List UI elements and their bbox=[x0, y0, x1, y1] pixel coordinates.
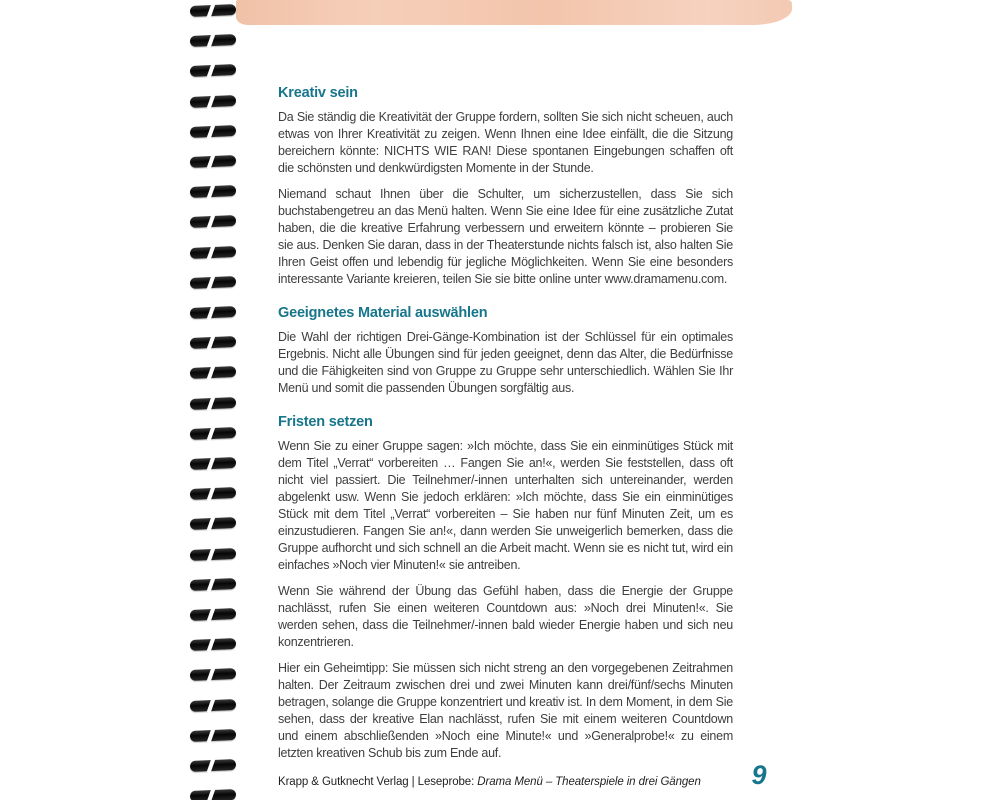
spiral-coil bbox=[190, 4, 236, 17]
spiral-coil bbox=[190, 427, 236, 440]
footer-imprint: Krapp & Gutknecht Verlag | Leseprobe: bbox=[278, 776, 478, 788]
spiral-coil bbox=[190, 457, 236, 470]
paragraph: Wenn Sie während der Übung das Gefühl haben, dass die Energie der Gruppe nachlässt, rufen Sie einen weiteren Countdown aus: »Noch drei Minuten!«. Sie werden sehen, dass die Teilnehmer/-innen bald wieder Energie haben und sich neu konzentrieren. bbox=[278, 584, 733, 649]
section-heading-fristen-setzen: Fristen setzen bbox=[278, 414, 373, 430]
spiral-coil bbox=[190, 276, 236, 289]
section-heading-kreativ-sein: Kreativ sein bbox=[278, 85, 358, 101]
footer-book-title: Drama Menü – Theaterspiele in drei Gängen bbox=[477, 776, 701, 788]
paragraph: Hier ein Geheimtipp: Sie müssen sich nicht streng an den vorgegebenen Zeitrahmen halten. Der Zeitraum zwischen drei und zwei Minuten kann drei/fünf/sechs Minuten betragen, solange die Gruppe konzentriert und kreativ ist. In dem Moment, in dem Sie sehen, dass der kreative Elan nachlässt, rufen Sie mit einem weiteren Countdown und einem abschließenden »Noch eine Minute!« und »Generalprobe!« zu einem letzten kreativen Schub bis zum Ende auf. bbox=[278, 661, 733, 760]
spiral-coil bbox=[190, 336, 236, 349]
spiral-coil bbox=[190, 64, 236, 77]
spiral-coil bbox=[190, 638, 236, 651]
spiral-coil bbox=[190, 699, 236, 712]
paragraph: Die Wahl der richtigen Drei-Gänge-Kombination ist der Schlüssel für ein optimales Ergebnis. Nicht alle Übungen sind für jeden geeignet, denn das Alter, die Bedürfnisse und die Fähigkeiten sind von Gruppe zu Gruppe sehr unterschiedlich. Wählen Sie Ihr Menü und somit die passenden Übungen sorgfältig aus. bbox=[278, 330, 733, 395]
footer bbox=[278, 776, 748, 788]
spiral-binding bbox=[190, 0, 240, 800]
spiral-coil bbox=[190, 397, 236, 410]
page-content bbox=[278, 84, 733, 771]
spiral-coil bbox=[190, 306, 236, 319]
spiral-coil bbox=[190, 578, 236, 591]
spiral-coil bbox=[190, 759, 236, 772]
section-heading-material-auswaehlen: Geeignetes Material auswählen bbox=[278, 305, 488, 321]
spiral-coil bbox=[190, 729, 236, 742]
spiral-coil bbox=[190, 668, 236, 681]
spiral-coil bbox=[190, 185, 236, 198]
paragraph: Niemand schaut Ihnen über die Schulter, um sicherzustellen, dass Sie sich buchstabengetreu an das Menü halten. Wenn Sie eine Idee für eine zusätzliche Zutat haben, die die kreative Erfahrung verbessern und erweitern könnte – probieren Sie sie aus. Denken Sie daran, dass in der Theaterstunde nichts falsch ist, also halten Sie Ihren Geist offen und lebendig für jegliche Möglichkeiten. Wenn Sie eine besonders interessante Variante kreieren, teilen Sie sie bitte online unter www.dramamenu.com. bbox=[278, 187, 733, 286]
spiral-coil bbox=[190, 608, 236, 621]
spiral-coil bbox=[190, 215, 236, 228]
watercolor-band bbox=[236, 0, 792, 25]
page-number: 9 bbox=[751, 760, 767, 790]
spiral-coil bbox=[190, 95, 236, 108]
spiral-coil bbox=[190, 789, 236, 800]
paragraph: Da Sie ständig die Kreativität der Gruppe fordern, sollten Sie sich nicht scheuen, auch etwas von Ihrer Kreativität zu zeigen. Wenn Ihnen eine Idee einfällt, die die Sitzung bereichern könnte: NICHTS WIE RAN! Diese spontanen Eingebungen schaffen oft die schönsten und denkwürdigsten Momente in der Stunde. bbox=[278, 110, 733, 175]
spiral-coil bbox=[190, 366, 236, 379]
paragraph: Wenn Sie zu einer Gruppe sagen: »Ich möchte, dass Sie ein einminütiges Stück mit dem Titel „Verrat“ vorbereiten … Fangen Sie an!«, werden Sie feststellen, dass oft nicht viel passiert. Die Teilnehmer/-innen unterhalten sich untereinander, werden abgelenkt usw. Wenn Sie jedoch erklären: »Ich möchte, dass Sie ein einminütiges Stück mit dem Titel „Verrat“ vorbereiten – Sie haben nur fünf Minuten Zeit, um es einzustudieren. Fangen Sie an!«, dann werden Sie unweigerlich bemerken, dass die Gruppe aufhorcht und sich schnell an die Arbeit macht. Wenn sie es nicht tut, wird ein einfaches »Noch vier Minuten!« sie antreiben. bbox=[278, 439, 733, 572]
spiral-coil bbox=[190, 246, 236, 259]
spiral-coil bbox=[190, 487, 236, 500]
spiral-coil bbox=[190, 548, 236, 561]
spiral-coil bbox=[190, 125, 236, 138]
spiral-coil bbox=[190, 155, 236, 168]
spiral-coil bbox=[190, 517, 236, 530]
spiral-coil bbox=[190, 34, 236, 47]
